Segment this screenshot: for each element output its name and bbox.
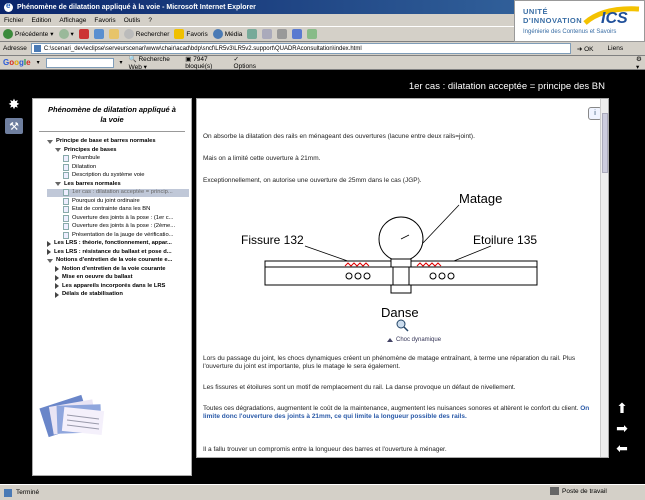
paragraph-3: Exceptionnellement, on autorise une ouverture de 25mm dans le cas (JGP). (203, 177, 422, 184)
rail-joint-diagram (241, 193, 561, 333)
page-navigation (613, 400, 635, 460)
outline-item[interactable] (47, 163, 189, 172)
document-icon (63, 164, 69, 171)
menu-item-help[interactable]: ? (148, 16, 152, 24)
diagram-label-danse: Danse (381, 305, 419, 320)
outline-item-label: Préambule (72, 155, 101, 162)
outline-item-current[interactable] (47, 189, 189, 198)
paragraph-4: Lors du passage du joint, les chocs dynamiques créent un phénomène de matage entraînant, à terme une réparation du rail. Plus l'ouverture du joint est importante, plus le matage le sera également. (203, 355, 576, 371)
tools-icon[interactable]: ⚒ (5, 118, 23, 134)
expanded-triangle-icon (47, 140, 53, 144)
collapsed-triangle-icon (55, 283, 59, 289)
window-title: Phénomène de dilatation appliqué à la voie - Microsoft Internet Explorer (17, 3, 256, 11)
google-web-search-label: Recherche Web (128, 55, 170, 71)
arrow-right-icon[interactable]: ➡ (616, 419, 628, 436)
computer-icon (550, 487, 559, 495)
google-search-input[interactable] (46, 58, 114, 68)
star-icon (174, 29, 184, 39)
rail-right-head (409, 261, 537, 267)
sun-icon[interactable]: ✸ (8, 95, 20, 112)
bolt-hole (448, 273, 454, 279)
paragraph-5: Les fissures et étoilures sont un motif de remplacement du rail. La danse provoque un défaut de nivellement. (203, 384, 516, 391)
paragraph-6 (203, 405, 595, 422)
outline-item-label: Notion d'entretien de la voie courante (62, 265, 166, 272)
logo-line1: UNITÉ (523, 7, 548, 16)
page-title: 1er cas : dilatation acceptée = principe des BN (408, 81, 605, 92)
outline-item-label: Les appareils incorporés dans le LRS (62, 282, 166, 289)
search-label: Rechercher (135, 30, 170, 38)
zone-label: Poste de travail (562, 487, 607, 495)
paragraph-7: Il a fallu trouver un compromis entre la longueur des barres et l'ouverture à ménager. (203, 446, 447, 453)
internet-explorer-icon (4, 3, 13, 12)
forward-arrow-icon (59, 29, 69, 39)
back-label: Précédente (15, 30, 49, 38)
books-illustration (37, 379, 121, 445)
expanded-triangle-icon (47, 259, 53, 263)
outline-item[interactable] (47, 265, 189, 274)
outline-item[interactable] (47, 197, 189, 206)
google-logo: Google (3, 58, 31, 67)
outline-item-label: Etat de contrainte dans les BN (72, 206, 151, 213)
outline-item-label: Dilatation (72, 163, 97, 170)
outline-item-label: Les LRS : résistance du ballast et pose d... (54, 248, 172, 255)
zoom-icon-handle (404, 327, 408, 331)
status-text: Terminé (16, 489, 40, 496)
browser-toolbar (0, 26, 514, 42)
outline-item[interactable] (47, 257, 189, 266)
bolt-hole (430, 273, 436, 279)
expanded-triangle-icon (55, 182, 61, 186)
outline-item[interactable] (47, 223, 189, 232)
menu-item-edition[interactable]: Edition (31, 16, 52, 24)
expanded-triangle-icon (55, 148, 61, 152)
back-arrow-icon (3, 29, 13, 39)
bookshelf-icon[interactable]: ▥ (36, 458, 48, 472)
diagram-label-fissure: Fissure 132 (241, 233, 304, 247)
collapsed-triangle-icon (55, 292, 59, 298)
bolt-hole (439, 273, 445, 279)
zone-indicator (550, 487, 607, 495)
paragraph-6-text: Toutes ces dégradations, augmentent le coût de la maintenance, augmentent les nuisances sonores et altèrent le confort du client. (203, 405, 579, 412)
logo-line2: D'INNOVATION (523, 16, 583, 25)
diagram-label-etoilure: Etoilure 135 (473, 233, 538, 247)
menu-bar (0, 14, 514, 26)
bolt-hole (355, 273, 361, 279)
choc-label: Choc dynamique (396, 337, 442, 343)
choc-dynamique-toggle[interactable] (387, 337, 441, 343)
expand-up-icon (387, 338, 393, 342)
outline-item-label: Présentation de la jauge de vérificatio... (72, 231, 174, 238)
google-web-search-button[interactable]: 🔍 Recherche Web ▾ (128, 55, 170, 71)
scrollbar-thumb[interactable] (602, 113, 608, 173)
document-icon (63, 155, 69, 162)
go-button[interactable]: ➜ OK (576, 45, 594, 53)
messenger-icon[interactable] (307, 29, 317, 39)
menu-item-fichier[interactable]: Fichier (4, 16, 24, 24)
forward-button[interactable]: ▾ (59, 29, 74, 39)
media-icon (213, 29, 223, 39)
page-icon (4, 489, 12, 497)
outline-item-label: Pourquoi du joint ordinaire (72, 197, 140, 204)
back-button[interactable]: Précédente ▾ (3, 29, 54, 39)
edit-icon[interactable] (292, 29, 302, 39)
outline-item[interactable] (47, 146, 189, 155)
outline-item-label: Principes de bases (64, 146, 117, 153)
media-button[interactable] (213, 29, 243, 39)
google-options-label: Options (233, 63, 256, 70)
collapsed-triangle-icon (55, 266, 59, 272)
google-blocked-label: 7947 bloqué(s) (185, 56, 213, 70)
mail-icon[interactable] (262, 29, 272, 39)
google-blocked-button[interactable]: ▣ 7947 bloqué(s) (185, 56, 213, 70)
outline-item[interactable] (47, 291, 189, 300)
outline-item-label: Les LRS : théorie, fonctionnement, appar... (54, 240, 172, 247)
paragraph-2: Mais on a limité cette ouverture à 21mm. (203, 155, 321, 162)
joint-fishplate (391, 259, 411, 267)
rail-left-body (265, 267, 393, 285)
outline-panel (32, 98, 192, 476)
go-label: OK (584, 45, 594, 53)
google-options-button[interactable]: ✓ Options (233, 56, 256, 70)
document-icon (63, 198, 69, 205)
collapsed-triangle-icon (47, 249, 51, 255)
stop-icon[interactable] (79, 29, 89, 39)
favorites-button[interactable] (174, 29, 207, 39)
document-icon (63, 172, 69, 179)
brand-logo (514, 0, 645, 42)
outline-item[interactable] (47, 240, 189, 249)
outline-item[interactable] (47, 180, 189, 189)
rail-left-head (265, 261, 393, 267)
info-icon: i (594, 110, 596, 117)
address-label: Adresse (3, 45, 27, 52)
refresh-icon[interactable] (94, 29, 104, 39)
outline-item[interactable] (47, 214, 189, 223)
history-icon[interactable] (247, 29, 257, 39)
google-settings-icon[interactable]: ⚙ ▾ (636, 55, 642, 71)
document-icon (63, 189, 69, 196)
menu-item-favoris[interactable]: Favoris (94, 16, 116, 24)
address-input[interactable]: C:\scenari_dev\eclipse\serveurscenari\www\chair\acad\bdp\sncf\LR5v3\LR5v2.support\QUADRAconsultation\index.html (31, 43, 571, 54)
favorites-label: Favoris (186, 30, 208, 38)
logo-tagline: Ingénierie des Contenus et Savoirs (523, 29, 617, 35)
paragraph-1: On absorbe la dilatation des rails en ménageant des ouvertures (lacune entre deux rails=joint). (203, 133, 475, 140)
print-icon[interactable] (277, 29, 287, 39)
search-button[interactable] (124, 29, 170, 39)
outline-item-label: Ouverture des joints à la pose : (2ème... (72, 223, 176, 230)
svg-text:ICS: ICS (601, 10, 628, 27)
bolt-hole (364, 273, 370, 279)
left-tool-column (5, 96, 29, 476)
media-label: Média (224, 30, 243, 38)
address-bar (0, 42, 645, 56)
content-panel (196, 98, 609, 458)
outline-item[interactable] (47, 282, 189, 291)
outline-item[interactable] (47, 138, 189, 147)
links-button[interactable]: Liens (607, 45, 624, 52)
zoom-icon[interactable] (397, 320, 405, 328)
help-icon[interactable]: ? (64, 458, 72, 472)
content-scrollbar[interactable] (600, 99, 608, 457)
bolt-hole (346, 273, 352, 279)
logo-swoosh-icon (583, 5, 641, 27)
document-icon (63, 232, 69, 239)
outline-item[interactable] (47, 155, 189, 164)
home-icon[interactable] (109, 29, 119, 39)
outline-item-label: Délais de stabilisation (62, 291, 123, 298)
outline-item[interactable] (47, 274, 189, 283)
menu-item-affichage[interactable]: Affichage (59, 16, 87, 24)
search-icon (124, 29, 134, 39)
outline-item-label: Notions d'entretien de la voie courante e... (56, 257, 173, 264)
outline-item[interactable] (47, 172, 189, 181)
arrow-up-icon[interactable]: ⬆ (616, 399, 628, 416)
document-icon (63, 215, 69, 222)
sleeper-block (391, 285, 411, 293)
outline-item[interactable] (47, 231, 189, 240)
bottom-tool-row (34, 458, 102, 472)
outline-title: Phénomène de dilatation appliqué à la voie (39, 99, 185, 132)
outline-tree (33, 132, 191, 300)
outline-item-label: 1er cas : dilatation acceptée = princip... (72, 189, 173, 196)
paragraph-6-highlight: On limite donc l'ouverture des joints à 21mm, ce qui limite la longueur possible des rails. (203, 405, 590, 421)
menu-item-outils[interactable]: Outils (123, 16, 141, 24)
diagram-label-matage: Matage (459, 193, 503, 206)
outline-item[interactable] (47, 248, 189, 257)
collapsed-triangle-icon (47, 241, 51, 247)
outline-item-label: Principe de base et barres normales (56, 138, 156, 145)
document-icon (63, 206, 69, 213)
status-bar (0, 484, 645, 500)
outline-item-label: Description du système voie (72, 172, 145, 179)
matage-pointer (423, 205, 459, 243)
google-search-dropdown-icon[interactable]: ▾ (119, 60, 123, 66)
document-icon (63, 223, 69, 230)
arrow-left-icon[interactable]: ⬅ (616, 439, 628, 456)
collapsed-triangle-icon (55, 275, 59, 281)
rail-right-body (409, 267, 537, 285)
google-dropdown-icon[interactable]: ▾ (36, 60, 40, 66)
google-toolbar (0, 56, 645, 70)
outline-item-label: Ouverture des joints à la pose : (1er c... (72, 214, 174, 221)
outline-item-label: Les barres normales (64, 180, 121, 187)
outline-item[interactable] (47, 206, 189, 215)
outline-item-label: Mise en oeuvre du ballast (62, 274, 133, 281)
print-page-icon[interactable]: ⎙ (89, 457, 99, 472)
